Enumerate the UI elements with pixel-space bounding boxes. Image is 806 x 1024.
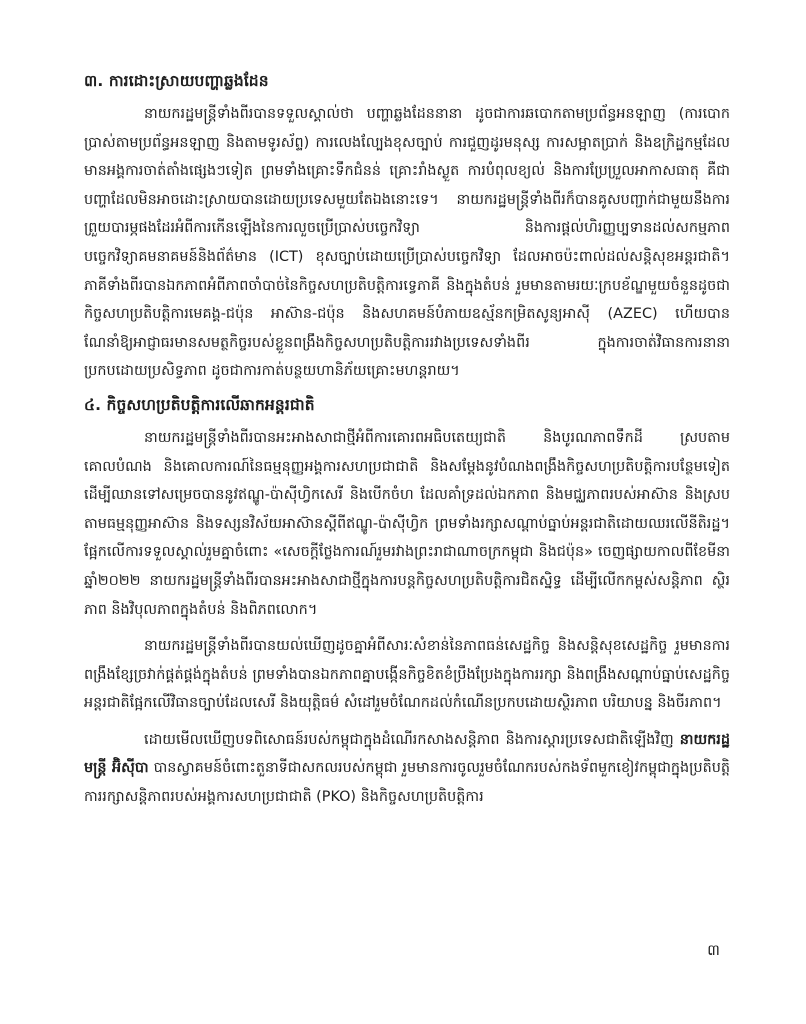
section-4-paragraph-3 [84, 726, 730, 812]
section-3-paragraph: នាយករដ្ឋមន្ត្រីទាំងពីរបានទទួលស្គាល់ថា បញ្ហាឆ្លងដែននានា ដូចជាការឆបោកតាមប្រព័ន្ធអនឡាញ (ការបោកប្រាស់តាមប្រព័ន្ធអនឡាញ និងតាមទូរស័ព្ទ) ការលេងល្បែងខុសច្បាប់ ការជួញដូរមនុស្ស ការសម្អាតប្រាក់ និងឧក្រិដ្ឋកម្មដែលមានអង្គការចាត់តាំងផ្សេងៗទៀត ព្រមទាំងគ្រោះទឹកជំនន់ គ្រោះរាំងស្ងួត ការបំពុលខ្យល់ និងការប្រែប្រួលអាកាសធាតុ គឺជាបញ្ហាដែលមិនអាចដោះស្រាយបានដោយប្រទេសមួយតែឯងនោះទេ។ នាយករដ្ឋមន្ត្រីទាំងពីរក៏បានគូសបញ្ជាក់ជាមួយនឹងការព្រួយបារម្ភផងដែរអំពីការកើនឡើងនៃការលួចប្រើប្រាស់បច្ចេកវិទ្យា និងការផ្តល់ហិរញ្ញប្បទានដល់សកម្មភាពបច្ចេកវិទ្យាគមនាគមន៍និងព័ត៌មាន (ICT) ខុសច្បាប់ដោយប្រើប្រាស់បច្ចេកវិទ្យា ដែលអាចប៉ះពាល់ដល់សន្តិសុខអន្តរជាតិ។ ភាគីទាំងពីរបានឯកភាពអំពីភាពចាំបាច់នៃកិច្ចសហប្រតិបត្តិការទ្វេភាគី និងក្នុងតំបន់ រួមមានតាមរយៈក្របខ័ណ្ឌមួយចំនួនដូចជា កិច្ចសហប្រតិបត្តិការមេគង្គ-ជប៉ុន អាស៊ាន-ជប៉ុន និងសហគមន៍បំភាយឧស្ម័នកម្រិតសូន្យអាស៊ី (AZEC) ហើយបានណែនាំឱ្យអាជ្ញាធរមានសមត្ថកិច្ចរបស់ខ្លួនពង្រឹងកិច្ចសហប្រតិបត្តិការរវាងប្រទេសទាំងពីរ ក្នុងការចាត់វិធានការនានាប្រកបដោយប្រសិទ្ធភាព ដូចជាការកាត់បន្ថយហានិភ័យគ្រោះមហន្តរាយ។ [84, 106, 730, 380]
paragraph-3-rest: បានស្វាគមន៍ចំពោះតួនាទីជាសកលរបស់កម្ពុជា រួមមានការចូលរួមចំណែករបស់កងទ័ពមួកខៀវកម្ពុជាក្នុងប្រតិបត្តិការរក្សាសន្តិភាពរបស់អង្គការសហប្រជាជាតិ (PKO) និងកិច្ចសហប្រតិបត្តិការ [84, 760, 731, 806]
section-3-heading: ៣. ការដោះស្រាយបញ្ហាឆ្លងដែន [84, 72, 269, 90]
page-number: ៣ [707, 941, 720, 959]
section-4-paragraph-2: នាយករដ្ឋមន្ត្រីទាំងពីរបានយល់ឃើញដូចគ្នាអំពីសារៈសំខាន់នៃភាពធន់សេដ្ឋកិច្ច និងសន្តិសុខសេដ្ឋកិច្ច រួមមានការពង្រឹងខ្សែច្រវាក់ផ្គត់ផ្គង់ក្នុងតំបន់ ព្រមទាំងបានឯកភាពគ្នាបង្កើនកិច្ចខិតខំប្រឹងប្រែងក្នុងការរក្សា និងពង្រឹងសណ្តាប់ធ្នាប់សេដ្ឋកិច្ចអន្តរជាតិផ្អែកលើវិធានច្បាប់ដែលសេរី និងយុត្តិធម៌ សំដៅរួមចំណែកដល់កំណើនប្រកបដោយស្ថិរភាព បរិយាបន្ន និងចីរភាព។ [84, 638, 730, 712]
prime-minister-name: នាយករដ្ឋមន្ត្រី អ៊ិស៊ីបា [84, 731, 730, 777]
paragraph-3-lead: ដោយមើលឃើញបទពិសោធន៍របស់កម្ពុជាក្នុងដំណើរកសាងសន្តិភាព និងការស្តារប្រទេសជាតិឡើងវិញ [144, 731, 680, 748]
section-4-paragraph-1: នាយករដ្ឋមន្ត្រីទាំងពីរបានអះអាងសាជាថ្មីអំពីការគោរពអធិបតេយ្យជាតិ និងបូរណភាពទឹកដី ស្របតាមគោលបំណង និងគោលការណ៍នៃធម្មនុញ្ញអង្គការសហប្រជាជាតិ និងសម្តែងនូវបំណងពង្រឹងកិច្ចសហប្រតិបត្តិការបន្ថែមទៀត ដើម្បីឈានទៅសម្រេចបាននូវឥណ្ឌូ-ប៉ាស៊ីហ្វិកសេរី និងបើកចំហ ដែលគាំទ្រដល់ឯកភាព និងមជ្ឈភាពរបស់អាស៊ាន និងស្របតាមធម្មនុញ្ញអាស៊ាន និងទស្សនវិស័យអាស៊ានស្តីពីឥណ្ឌូ-ប៉ាស៊ីហ្វិក ព្រមទាំងរក្សាសណ្តាប់ធ្នាប់អន្តរជាតិដោយឈរលើនីតិរដ្ឋ។ ផ្អែកលើការទទួលស្គាល់រួមគ្នាចំពោះ «សេចក្តីថ្លែងការណ៍រួមរវាងព្រះរាជាណាចក្រកម្ពុជា និងជប៉ុន» ចេញផ្សាយកាលពីខែមីនា ឆ្នាំ២០២២ នាយករដ្ឋមន្ត្រីទាំងពីរបានអះអាងសាជាថ្មីក្នុងការបន្តកិច្ចសហប្រតិបត្តិការជិតស្និទ្ធ ដើម្បីលើកកម្ពស់សន្តិភាព ស្ថិរភាព និងវិបុលភាពក្នុងតំបន់ និងពិភពលោក។ [84, 429, 730, 618]
section-4-heading: ៤. កិច្ចសហប្រតិបត្តិការលើឆាកអន្តរជាតិ [84, 395, 315, 414]
